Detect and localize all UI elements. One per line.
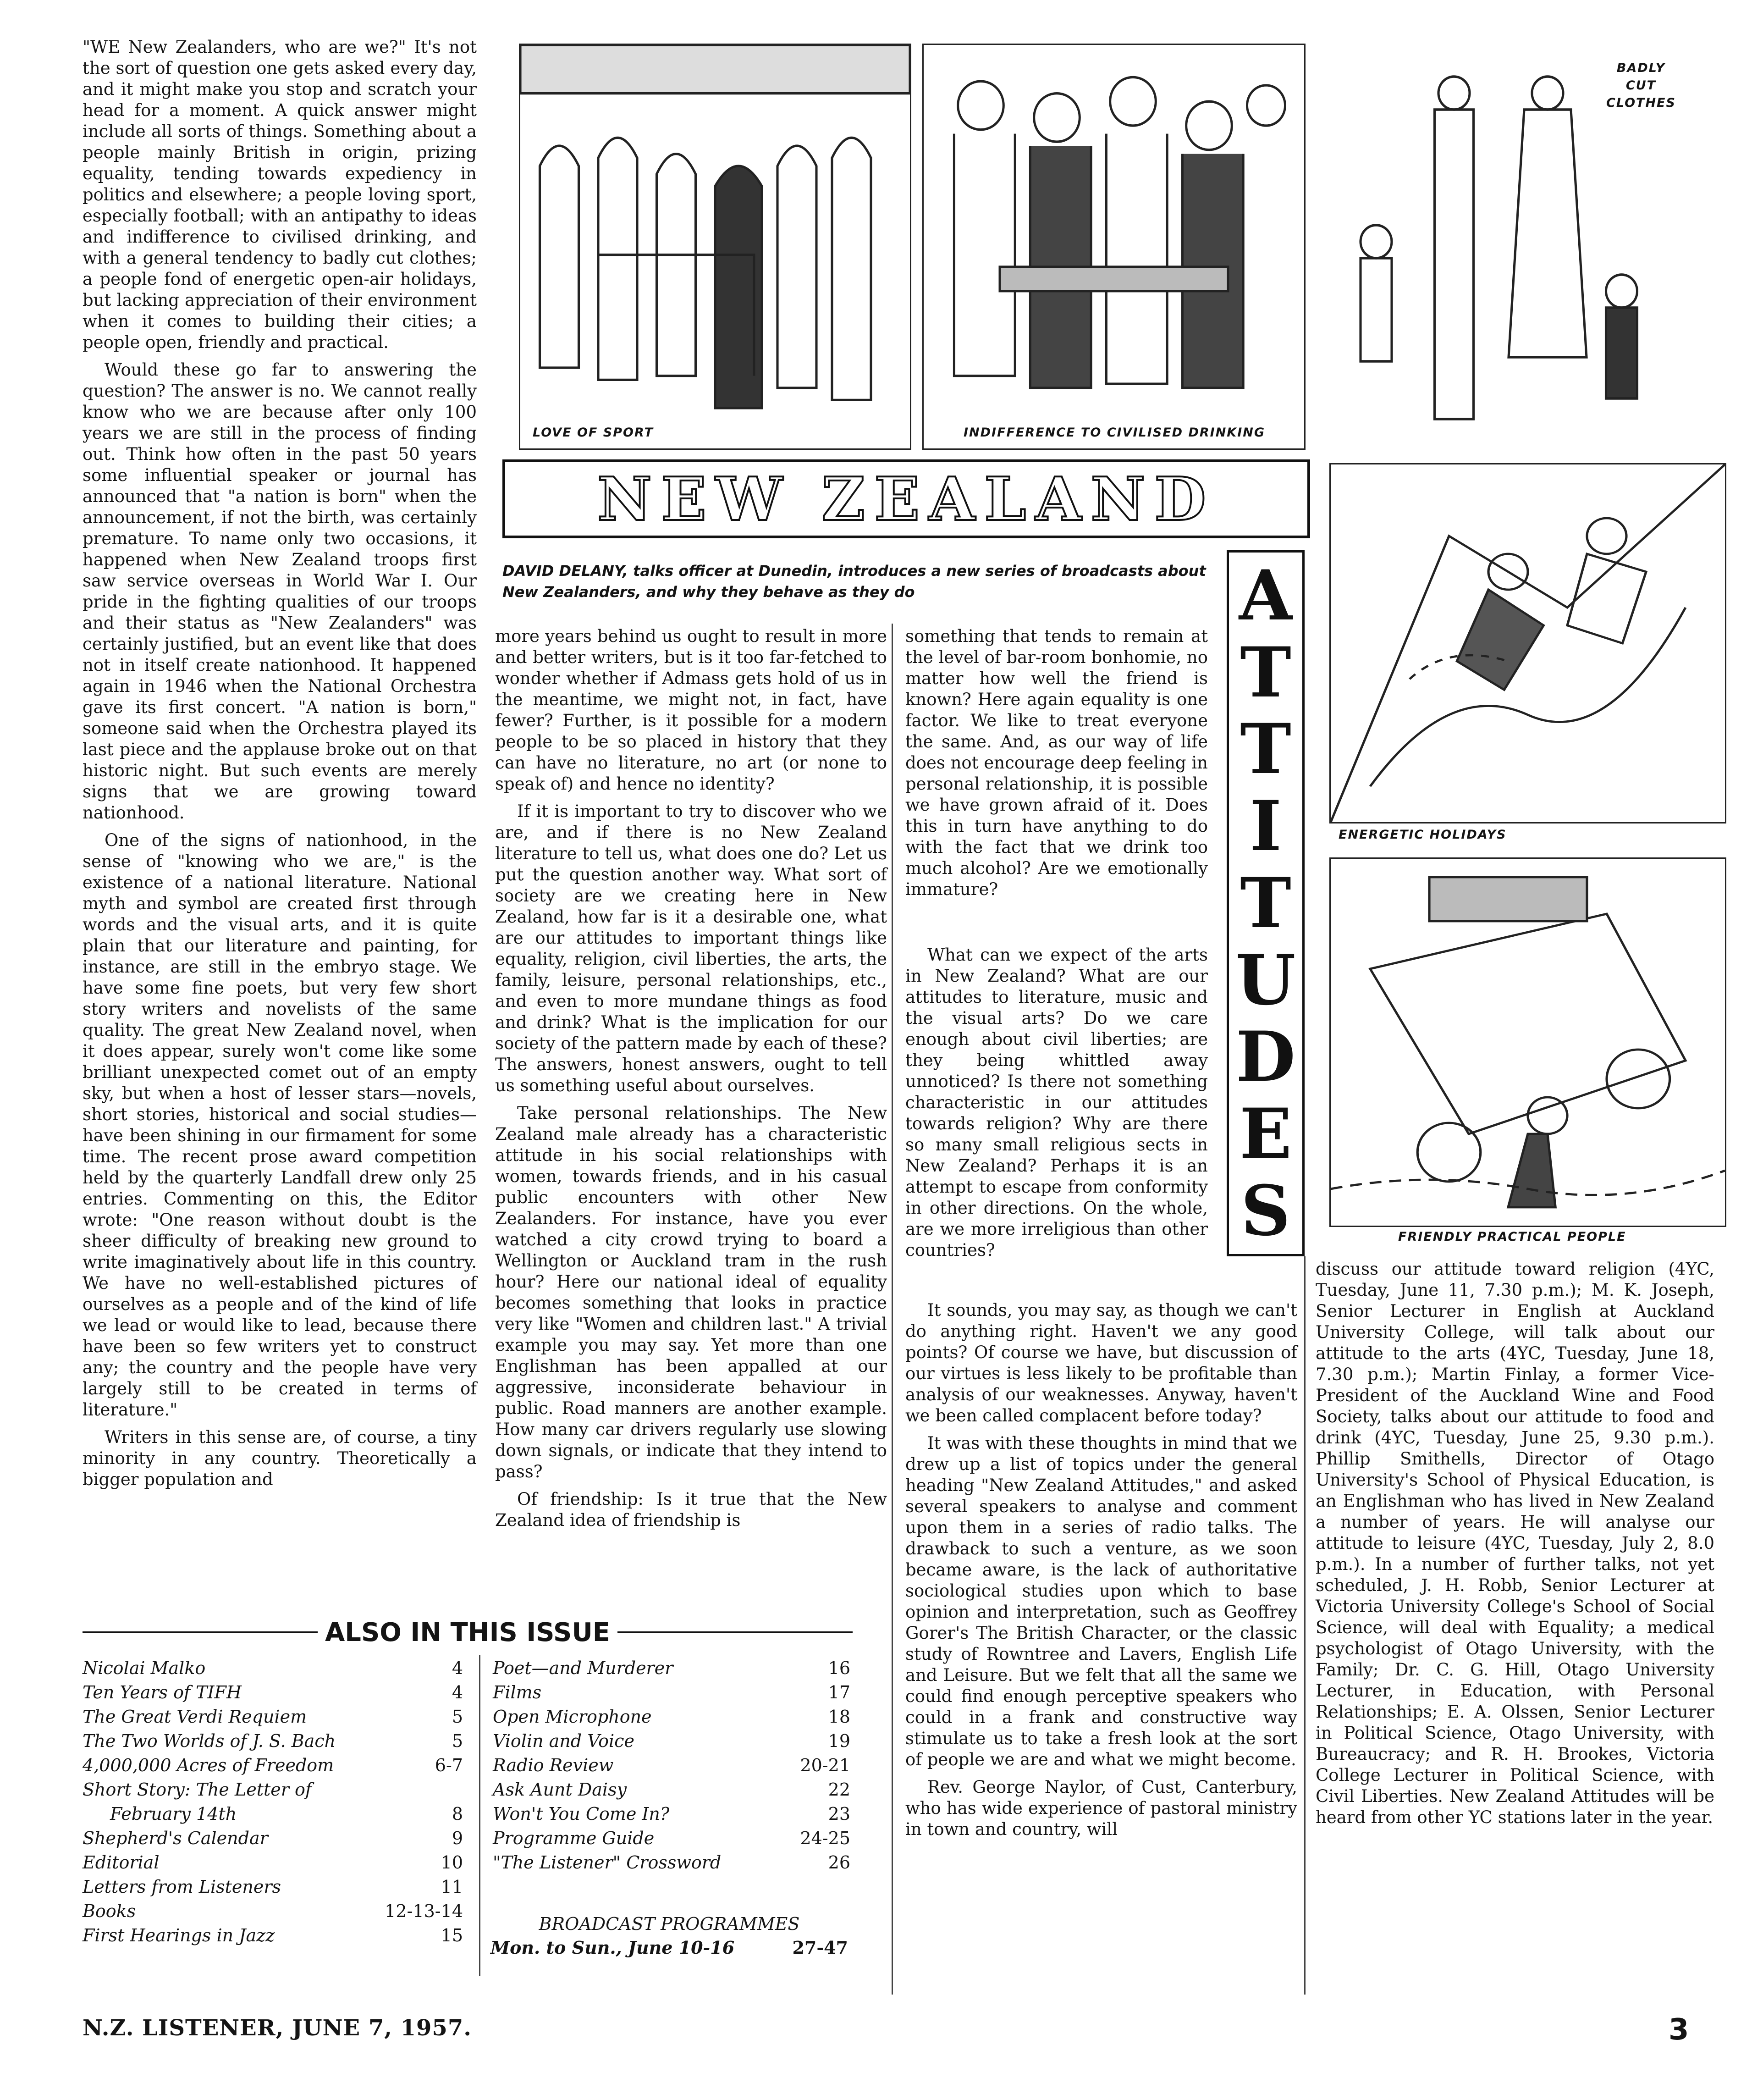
toc-title: Books bbox=[83, 1901, 136, 1921]
broadcast-heading: BROADCAST PROGRAMMES bbox=[539, 1914, 800, 1934]
toc-item[interactable] bbox=[493, 1753, 850, 1778]
toc-title: Letters from Listeners bbox=[83, 1877, 281, 1897]
broadcast-line[interactable] bbox=[490, 1936, 848, 1960]
toc-item[interactable] bbox=[493, 1851, 850, 1875]
toc-page: 12-13-14 bbox=[385, 1901, 463, 1921]
vertical-letter: S bbox=[1240, 1171, 1291, 1251]
vertical-letter: T bbox=[1240, 709, 1291, 790]
article-column-2 bbox=[495, 626, 887, 1537]
article-title-banner bbox=[502, 459, 1310, 538]
toc-title: The Great Verdi Requiem bbox=[83, 1707, 307, 1727]
toc-page: 11 bbox=[441, 1877, 463, 1897]
climbers-drawing-icon bbox=[1331, 464, 1725, 822]
toc-right bbox=[493, 1656, 850, 1875]
caption-friendly-practical-people: FRIENDLY PRACTICAL PEOPLE bbox=[1398, 1230, 1626, 1244]
toc-page: 8 bbox=[452, 1804, 463, 1824]
toc-title: Won't You Come In? bbox=[493, 1804, 670, 1824]
article-column-3 bbox=[905, 626, 1208, 906]
toc-title: Editorial bbox=[83, 1852, 160, 1873]
toc-title: Poet—and Murderer bbox=[493, 1658, 673, 1678]
illustration-friendly-practical-people bbox=[1329, 857, 1726, 1227]
toc-title: "The Listener" Crossword bbox=[493, 1852, 722, 1873]
toc-item[interactable] bbox=[493, 1729, 850, 1753]
toc-page: 23 bbox=[828, 1804, 850, 1824]
page-number: 3 bbox=[1669, 2013, 1689, 2047]
toc-title: Nicolai Malko bbox=[83, 1658, 206, 1678]
toc-title: First Hearings in Jazz bbox=[83, 1925, 275, 1945]
vertical-letter: D bbox=[1235, 1017, 1296, 1098]
toc-item[interactable] bbox=[83, 1656, 463, 1680]
paragraph: "WE New Zealanders, who are we?" It's not the sort of question one gets asked every day, and it might make you stop and scratch your head for a moment. A quick answer might include all sorts of things. Something about a people mainly British in origin, prizing equality, tending towards expediency in politics and elsewhere; a people loving sport, especially football; with an antipathy to ideas and indifference to civilised drinking, and with a general tendency to badly cut clothes; a people fond of energetic open-air holidays, but lacking appreciation of their environment when it comes to building their cities; a people open, friendly and practical. bbox=[83, 37, 477, 352]
toc-item[interactable] bbox=[83, 1729, 463, 1753]
article-intro: DAVID DELANY, talks officer at Dunedin, introduces a new series of broadcasts about New Zealanders, and why they behave as they do bbox=[502, 562, 1206, 601]
broadcast-programmes bbox=[490, 1912, 848, 1960]
toc-item[interactable] bbox=[83, 1705, 463, 1729]
toc-title: 4,000,000 Acres of Freedom bbox=[83, 1755, 334, 1775]
crowd-drawing-icon bbox=[520, 45, 910, 448]
toc-title: Ten Years of TIFH bbox=[83, 1682, 242, 1702]
article-column-3-cont bbox=[905, 945, 1208, 1267]
paragraph: It sounds, you may say, as though we can't do anything right. Haven't we any good points? Of course we have, but discussion of our virtues is less likely to be profitable than analysis of our weaknesses. Anyway, haven't we been called complacent before today? bbox=[905, 1300, 1297, 1426]
toc-title: Radio Review bbox=[493, 1755, 614, 1775]
vertical-letter: U bbox=[1235, 939, 1296, 1021]
toc-item[interactable] bbox=[83, 1753, 463, 1778]
divider bbox=[617, 1631, 853, 1633]
paragraph: It was with these thoughts in mind that we drew up a list of topics under the general heading "New Zealand Attitudes," and asked several speakers to analyse and comment upon them in a series of radio talks. The drawback to such a venture, as we soon became aware, is the lack of authoritative sociological studies upon which to base opinion and interpretation, such as Geoffrey Gorer's The British Character, or the classic study of Rowntree and Lavers, English Life and Leisure. But we felt that all the same we could find enough perceptive speakers who could in a frank and constructive way stimulate us to take a fresh look at the sort of people we are and what we might become. bbox=[905, 1433, 1297, 1769]
vertical-letter: A bbox=[1239, 555, 1293, 636]
divider bbox=[83, 1631, 318, 1633]
toc-item[interactable] bbox=[83, 1802, 463, 1826]
toc-page: 17 bbox=[828, 1682, 850, 1702]
toc-title: Open Microphone bbox=[493, 1707, 652, 1727]
also-in-this-issue-title: ALSO IN THIS ISSUE bbox=[325, 1617, 611, 1647]
toc-page: 10 bbox=[441, 1852, 463, 1873]
toc-page: 16 bbox=[828, 1658, 850, 1678]
bar-crowd-drawing-icon bbox=[924, 45, 1304, 448]
toc-item[interactable] bbox=[493, 1778, 850, 1802]
toc-item[interactable] bbox=[83, 1923, 463, 1948]
toc-item[interactable] bbox=[493, 1656, 850, 1680]
toc-page: 5 bbox=[452, 1707, 463, 1727]
toc-title: Programme Guide bbox=[493, 1828, 655, 1848]
illustration-love-of-sport bbox=[519, 44, 911, 450]
toc-page: 26 bbox=[828, 1852, 850, 1873]
paragraph: Writers in this sense are, of course, a tiny minority in any country. Theoretically a bigger population and bbox=[83, 1427, 477, 1489]
toc-page: 18 bbox=[828, 1707, 850, 1727]
paragraph: One of the signs of nationhood, in the sense of "knowing who we are," is the existence of a national literature. National myth and symbol are created first through words and the visual arts, and it is quite plain that our literature and painting, for instance, are still in the embryo stage. We have some fine poets, but very few short story writers and novelists of the same quality. The great New Zealand novel, when it does appear, surely won't come like some brilliant unexpected comet out of an empty sky, but when a host of lesser stars—novels, short stories, historical and social studies—have been shining in our firmament for some time. The recent prose award competition held by the quarterly Landfall drew only 25 entries. Commenting on this, the Editor wrote: "One reason without doubt is the sheer difficulty of breaking new ground to write imaginatively about life in this country. We have no well-established pictures of ourselves as a people and of the kind of life we lead or would like to lead, because there have been so few writers yet to construct any; the country and the people have very largely still to be created in terms of literature." bbox=[83, 830, 477, 1420]
divider bbox=[479, 1655, 480, 1976]
toc-title: The Two Worlds of J. S. Bach bbox=[83, 1731, 336, 1751]
toc-page: 15 bbox=[441, 1925, 463, 1945]
article-column-3-lower bbox=[905, 1300, 1297, 1846]
vertical-letter: E bbox=[1239, 1094, 1292, 1175]
toc-page: 24-25 bbox=[800, 1828, 850, 1848]
toc-page: 4 bbox=[452, 1682, 463, 1702]
toc-item[interactable] bbox=[493, 1705, 850, 1729]
divider bbox=[892, 624, 893, 1995]
also-in-this-issue-heading bbox=[83, 1619, 853, 1646]
toc-title: Violin and Voice bbox=[493, 1731, 634, 1751]
toc-item[interactable] bbox=[493, 1680, 850, 1705]
toc-item[interactable] bbox=[493, 1826, 850, 1851]
paragraph: discuss our attitude toward religion (4YC, Tuesday, June 11, 7.30 p.m.); M. K. Joseph, Senior Lecturer in English at Auckland University College, will talk about our attitude to the arts (4YC, Tuesday, June 18, 7.30 p.m.); Martin Finlay, a former Vice-President of the Auckland Wine and Food Society, talks about our attitude to food and drink (4YC, Tuesday, June 25, 9.30 p.m.). Phillip Smithells, Director of Otago University's School of Physical Education, is an Englishman who has lived in New Zealand a number of years. He will analyse our attitude to leisure (4YC, Tuesday, July 2, 8.0 p.m.). In a number of further talks, not yet scheduled, J. H. Robb, Senior Lecturer at Victoria University College's School of Social Science, will deal with Equality; a medical psychologist of Otago University, with the Family; Dr. C. G. Hill, Otago University Lecturer, in Education, with Personal Relationships; E. A. Olssen, Senior Lecturer in Political Science, Otago University, with Bureaucracy; and R. H. Brookes, Victoria College Lecturer in Political Science, with Civil Liberties. New Zealand Attitudes will be heard from other YC stations later in the year. bbox=[1316, 1259, 1714, 1827]
toc-left bbox=[83, 1656, 463, 1948]
toc-page: 4 bbox=[452, 1658, 463, 1678]
toc-page: 5 bbox=[452, 1731, 463, 1751]
article-column-4 bbox=[1316, 1259, 1714, 1835]
toc-title: February 14th bbox=[110, 1804, 237, 1824]
toc-title: Films bbox=[493, 1682, 542, 1702]
toc-item[interactable] bbox=[83, 1680, 463, 1705]
toc-title: Shepherd's Calendar bbox=[83, 1828, 268, 1848]
paragraph: What can we expect of the arts in New Zealand? What are our attitudes to literature, music and the visual arts? Do we care enough about civil liberties; are they being whittled away unnoticed? Is there not something characteristic in our attitudes towards religion? Why are there so many small religious sects in New Zealand? Perhaps it is an attempt to escape from conformity in other directions. On the whole, are we more irreligious than other countries? bbox=[905, 945, 1208, 1260]
toc-item[interactable] bbox=[83, 1826, 463, 1851]
paragraph: Take personal relationships. The New Zealand male already has a characteristic attitude in his social relationships with women, towards friends, and in his casual public encounters with other New Zealanders. For instance, have you ever watched a city crowd trying to board a Wellington or Auckland tram in the rush hour? Here our national ideal of equality becomes something that looks in practice very like "Women and children last." A trivial example you may say. Yet more than one Englishman has been appalled at our aggressive, inconsiderate behaviour in public. Road manners are another example. How many car drivers regularly use slowing down signals, or indicate that they intend to pass? bbox=[495, 1103, 887, 1481]
divider bbox=[1304, 1256, 1306, 1995]
caption-drinking: INDIFFERENCE TO CIVILISED DRINKING bbox=[964, 426, 1266, 440]
article-title: NEW ZEALAND bbox=[597, 464, 1215, 534]
paragraph: something that tends to remain at the level of bar-room bonhomie, no matter how well the friend is known? Here again equality is one factor. We like to treat everyone the same. And, as our way of life does not encourage deep feeling in personal relationship, it is possible we have grown afraid of it. Does this in turn have anything to do with the fact that we drink too much alcohol? Are we emotionally immature? bbox=[905, 626, 1208, 899]
vertical-title-attitudes bbox=[1227, 550, 1305, 1256]
vertical-letter: I bbox=[1249, 786, 1282, 867]
toc-page: 19 bbox=[828, 1731, 850, 1751]
caption-love-of-sport: LOVE OF SPORT bbox=[533, 426, 654, 440]
toc-title: Ask Aunt Daisy bbox=[493, 1779, 627, 1800]
paragraph: Rev. George Naylor, of Cust, Canterbury, who has wide experience of pastoral ministry in town and country, will bbox=[905, 1777, 1297, 1839]
footer-publication: N.Z. LISTENER, JUNE 7, 1957. bbox=[83, 2015, 472, 2041]
caption-badly-cut-clothes: BADLY CUT CLOTHES bbox=[1606, 61, 1676, 110]
paragraph: If it is important to try to discover who we are, and if there is no New Zealand literature to tell us, what does one do? Let us put the question another way. What sort of society are we creating here in New Zealand, how far is it a desirable one, what are our attitudes to important things like equality, religion, civil liberties, the arts, the family, leisure, personal relationships, etc., and even to more mundane things as food and drink? What is the implication for our society of the pattern made by each of these? The answers, honest answers, ought to tell us something useful about ourselves. bbox=[495, 801, 887, 1095]
car-drawing-icon bbox=[1331, 859, 1725, 1226]
toc-page: 6-7 bbox=[435, 1755, 463, 1775]
toc-page: 9 bbox=[452, 1828, 463, 1848]
toc-item[interactable] bbox=[83, 1778, 463, 1802]
toc-item[interactable] bbox=[83, 1851, 463, 1875]
article-column-1 bbox=[83, 37, 477, 1497]
broadcast-dates: Mon. to Sun., June 10-16 bbox=[490, 1937, 735, 1958]
caption-energetic-holidays: ENERGETIC HOLIDAYS bbox=[1339, 828, 1507, 842]
toc-title: Short Story: The Letter of bbox=[83, 1779, 312, 1800]
vertical-letter: T bbox=[1240, 862, 1291, 944]
toc-page: 20-21 bbox=[800, 1755, 850, 1775]
paragraph: Of friendship: Is it true that the New Zealand idea of friendship is bbox=[495, 1489, 887, 1530]
toc-page: 22 bbox=[828, 1779, 850, 1800]
paragraph: more years behind us ought to result in more and better writers, but is it too far-fetched to wonder whether if Admass gets hold of us in the meantime, we might not, in fact, have fewer? Further, is it possible for a modern people to be so placed in history that they can have no literature, no art (or none to speak of) and hence no identity? bbox=[495, 626, 887, 794]
paragraph: Would these go far to answering the question? The answer is no. We cannot really know who we are because after only 100 years we are still in the process of finding out. Think how often in the past 50 years some influential speaker or journal has announced that "a nation is born" when the announcement, if not the birth, was certainly premature. To name only two occasions, it happened when New Zealand troops first saw service overseas in World War I. Our pride in the fighting qualities of our troops and their status as "New Zealanders" was certainly justified, but an event like that does not in itself create nationhood. It happened again in 1946 when the National Orchestra gave its first concert. "A nation is born," someone said when the Orchestra played its last piece and the applause broke out on that historic night. But such events are merely signs that we are growing toward nationhood. bbox=[83, 360, 477, 823]
toc-item[interactable] bbox=[83, 1875, 463, 1899]
broadcast-pages: 27-47 bbox=[792, 1937, 848, 1958]
illustration-energetic-holidays bbox=[1329, 463, 1726, 823]
illustration-drinking bbox=[922, 44, 1306, 450]
toc-item[interactable] bbox=[493, 1802, 850, 1826]
vertical-letter: T bbox=[1240, 632, 1291, 713]
toc-item[interactable] bbox=[83, 1899, 463, 1923]
